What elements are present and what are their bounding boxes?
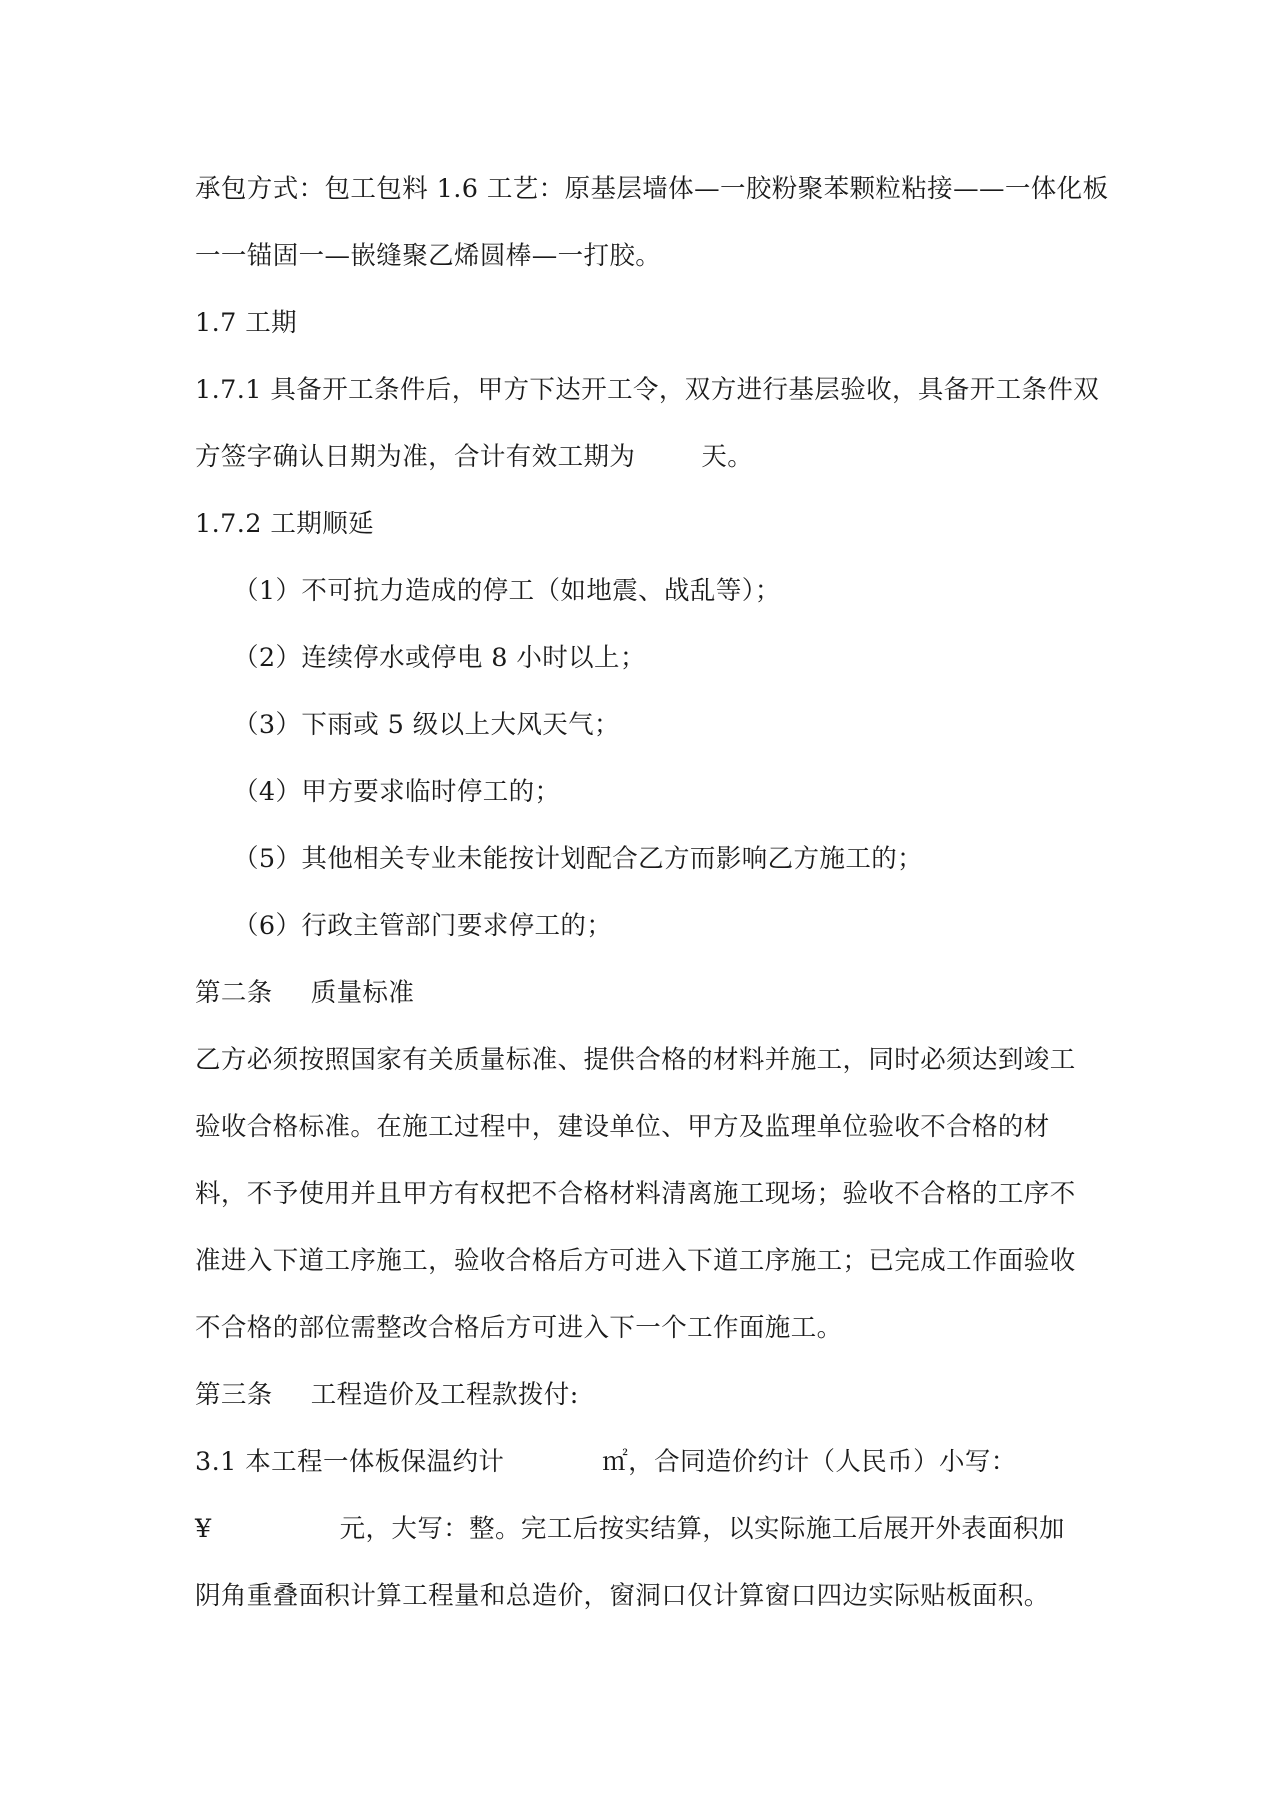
paragraph-line: 验收合格标准。在施工过程中，建设单位、甲方及监理单位验收不合格的材 bbox=[195, 1112, 1050, 1142]
paragraph-line: 承包方式：包工包料 1.6 工艺：原基层墙体—一胶粉聚苯颗粒粘接——一体化板 bbox=[195, 174, 1109, 204]
list-item: （6）行政主管部门要求停工的； bbox=[233, 911, 613, 941]
list-item: （3）下雨或 5 级以上大风天气； bbox=[233, 710, 620, 740]
article-number: 第三条 bbox=[195, 1380, 273, 1410]
list-item: （1）不可抗力造成的停工（如地震、战乱等）； bbox=[233, 576, 781, 606]
paragraph-line bbox=[195, 440, 753, 474]
paragraph-line: 一一锚固一—嵌缝聚乙烯圆棒—一打胶。 bbox=[195, 241, 662, 271]
article-number: 第二条 bbox=[195, 978, 273, 1008]
text-fragment: ㎡，合同造价约计（人民币）小写： bbox=[602, 1447, 1017, 1477]
list-item: （2）连续停水或停电 8 小时以上； bbox=[233, 643, 646, 673]
paragraph-line: 料，不予使用并且甲方有权把不合格材料清离施工现场；验收不合格的工序不 bbox=[195, 1179, 1076, 1209]
paragraph-line bbox=[195, 1512, 1065, 1546]
text-fragment: 元，大写：整。完工后按实结算，以实际施工后展开外表面积加 bbox=[339, 1514, 1065, 1544]
text-fragment: 方签字确认日期为准，合计有效工期为 bbox=[195, 442, 636, 472]
section-heading-1-7: 1.7 工期 bbox=[195, 308, 298, 338]
list-item: （4）甲方要求临时停工的； bbox=[233, 777, 561, 807]
text-fragment: 天。 bbox=[701, 442, 754, 472]
list-item: （5）其他相关专业未能按计划配合乙方而影响乙方施工的； bbox=[233, 844, 924, 874]
text-fragment: 3.1 本工程一体板保温约计 bbox=[195, 1447, 505, 1477]
article-title: 质量标准 bbox=[310, 978, 415, 1008]
paragraph-line: 不合格的部位需整改合格后方可进入下一个工作面施工。 bbox=[195, 1313, 843, 1343]
paragraph-line bbox=[195, 1445, 1017, 1479]
article-heading-2 bbox=[195, 976, 414, 1010]
paragraph-line: 乙方必须按照国家有关质量标准、提供合格的材料并施工，同时必须达到竣工 bbox=[195, 1045, 1076, 1075]
paragraph-line: 准进入下道工序施工，验收合格后方可进入下道工序施工；已完成工作面验收 bbox=[195, 1246, 1076, 1276]
currency-symbol: ¥ bbox=[195, 1514, 212, 1544]
article-title: 工程造价及工程款拨付: bbox=[310, 1380, 579, 1410]
paragraph-line: 1.7.1 具备开工条件后，甲方下达开工令，双方进行基层验收，具备开工条件双 bbox=[195, 375, 1100, 405]
article-heading-3 bbox=[195, 1378, 579, 1412]
section-heading-1-7-2: 1.7.2 工期顺延 bbox=[195, 509, 374, 539]
paragraph-line: 阴角重叠面积计算工程量和总造价，窗洞口仅计算窗口四边实际贴板面积。 bbox=[195, 1581, 1050, 1611]
